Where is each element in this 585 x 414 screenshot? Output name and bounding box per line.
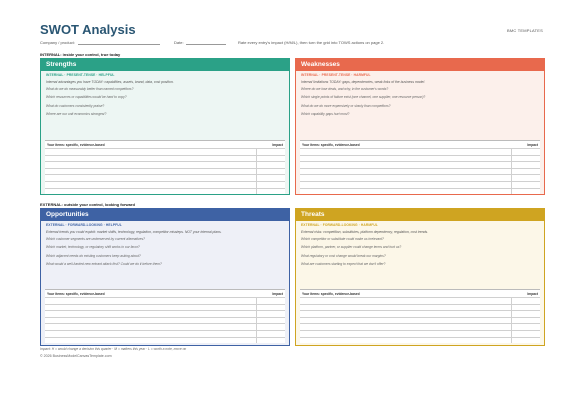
table-row[interactable] bbox=[45, 304, 285, 311]
strengths-tag: INTERNAL · PRESENT-TENSE · HELPFUL bbox=[46, 73, 115, 77]
strengths-title: Strengths bbox=[41, 59, 289, 71]
threats-prompts bbox=[296, 236, 544, 271]
table-row[interactable] bbox=[45, 181, 285, 188]
opportunities-table bbox=[45, 289, 285, 343]
table-row[interactable] bbox=[45, 155, 285, 162]
strengths-description: Internal advantages you have TODAY: capabilities, assets, brand, data, cost position. bbox=[46, 80, 174, 84]
items-column-header: Your items: specific, evidence-based bbox=[47, 143, 105, 147]
date-label: Date: bbox=[174, 40, 184, 45]
prompt-item: What would a well-funded new entrant attack first? Could we do it before them? bbox=[46, 262, 162, 267]
prompt-item: Which customer segments are underserved by current alternatives? bbox=[46, 236, 145, 241]
opportunities-tag: EXTERNAL · FORWARD-LOOKING · HELPFUL bbox=[46, 223, 122, 227]
weaknesses-title: Weaknesses bbox=[296, 59, 544, 71]
prompt-item: Which platform, partner, or supplier could change terms and hurt us? bbox=[301, 245, 402, 250]
prompt-item: Which capability gaps hurt most? bbox=[301, 112, 350, 117]
strengths-table bbox=[45, 140, 285, 194]
prompt-item: Which market, technology, or regulatory shift works in our favor? bbox=[46, 245, 140, 250]
table-row[interactable] bbox=[300, 337, 540, 344]
meta-row bbox=[40, 40, 545, 46]
table-row[interactable] bbox=[300, 323, 540, 330]
prompt-item: Where are our unit economics strongest? bbox=[46, 112, 107, 117]
copyright-text: © 2026 BusinessModelCanvasTemplate.com bbox=[40, 354, 112, 358]
table-header bbox=[45, 290, 285, 297]
table-row[interactable] bbox=[300, 304, 540, 311]
prompt-item: What do we do more expensively or slowly than competitors? bbox=[301, 103, 391, 108]
prompt-item: What regulatory or cost change would break our margins? bbox=[301, 253, 386, 258]
table-row[interactable] bbox=[300, 161, 540, 168]
strengths-prompts bbox=[41, 86, 289, 121]
threats-tag: EXTERNAL · FORWARD-LOOKING · HARMFUL bbox=[301, 223, 378, 227]
weaknesses-prompts bbox=[296, 86, 544, 121]
prompt-item: What are customers starting to expect that we don't offer? bbox=[301, 262, 386, 267]
items-column-header: Your items: specific, evidence-based bbox=[47, 292, 105, 296]
table-row[interactable] bbox=[300, 317, 540, 324]
prompt-item: Which competitor or substitute could make us irrelevant? bbox=[301, 236, 384, 241]
impact-column-header: Impact bbox=[272, 143, 283, 147]
impact-column-header: Impact bbox=[272, 292, 283, 296]
impact-footnote: Impact: H = would change a decision this quarter · M = matters this year · L = worth a note, move on bbox=[40, 347, 187, 351]
table-row[interactable] bbox=[45, 297, 285, 304]
table-row[interactable] bbox=[300, 188, 540, 195]
table-row[interactable] bbox=[45, 310, 285, 317]
table-row[interactable] bbox=[45, 148, 285, 155]
threats-quadrant bbox=[295, 208, 545, 346]
table-row[interactable] bbox=[300, 310, 540, 317]
prompt-item: What do customers consistently praise? bbox=[46, 103, 105, 108]
weaknesses-quadrant bbox=[295, 58, 545, 195]
prompt-item: Where do we lose deals, and why, in the customer's words? bbox=[301, 86, 389, 91]
internal-section-label: INTERNAL: inside your control, true today bbox=[40, 52, 121, 57]
table-row[interactable] bbox=[300, 297, 540, 304]
table-header bbox=[45, 141, 285, 148]
table-row[interactable] bbox=[45, 330, 285, 337]
page-title: SWOT Analysis bbox=[40, 22, 136, 37]
table-row[interactable] bbox=[45, 174, 285, 181]
table-row[interactable] bbox=[300, 168, 540, 175]
brand-label: BMC TEMPLATES bbox=[506, 28, 543, 33]
table-header bbox=[300, 290, 540, 297]
weaknesses-description: Internal limitations TODAY: gaps, dependencies, weak links of the business model. bbox=[301, 80, 426, 84]
table-row[interactable] bbox=[300, 181, 540, 188]
prompt-item: Which single points of failure exist (one channel, one supplier, one resource person)? bbox=[301, 95, 426, 100]
prompt-item: Which resources or capabilities would be hard to copy? bbox=[46, 95, 127, 100]
table-header bbox=[300, 141, 540, 148]
prompt-item: Which adjacent needs do existing customers keep asking about? bbox=[46, 253, 141, 258]
external-section-label: EXTERNAL: outside your control, looking forward bbox=[40, 202, 135, 207]
opportunities-title: Opportunities bbox=[41, 209, 289, 221]
table-row[interactable] bbox=[45, 168, 285, 175]
table-row[interactable] bbox=[300, 155, 540, 162]
table-row[interactable] bbox=[45, 323, 285, 330]
table-row[interactable] bbox=[300, 330, 540, 337]
items-column-header: Your items: specific, evidence-based bbox=[302, 143, 360, 147]
items-column-header: Your items: specific, evidence-based bbox=[302, 292, 360, 296]
table-row[interactable] bbox=[45, 337, 285, 344]
weaknesses-tag: INTERNAL · PRESENT-TENSE · HARMFUL bbox=[301, 73, 371, 77]
impact-column-header: Impact bbox=[527, 292, 538, 296]
opportunities-prompts bbox=[41, 236, 289, 271]
opportunities-description: External trends you could exploit: market shifts, technology, regulation, competitor missteps. NOT your internal plans. bbox=[46, 230, 222, 234]
table-row[interactable] bbox=[300, 174, 540, 181]
threats-description: External risks: competition, substitutes, platform dependency, regulation, cost trends. bbox=[301, 230, 429, 234]
instruction-text: Rate every entry's impact (H/M/L), then turn the grid into TOWS actions on page 2. bbox=[238, 40, 385, 45]
table-row[interactable] bbox=[45, 161, 285, 168]
prompt-item: What do we do measurably better than named competitors? bbox=[46, 86, 134, 91]
opportunities-quadrant bbox=[40, 208, 290, 346]
impact-column-header: Impact bbox=[527, 143, 538, 147]
company-label: Company / product: bbox=[40, 40, 75, 45]
weaknesses-table bbox=[300, 140, 540, 194]
strengths-quadrant bbox=[40, 58, 290, 195]
date-field[interactable] bbox=[186, 44, 226, 45]
threats-table bbox=[300, 289, 540, 343]
table-row[interactable] bbox=[300, 148, 540, 155]
table-row[interactable] bbox=[45, 188, 285, 195]
table-row[interactable] bbox=[45, 317, 285, 324]
threats-title: Threats bbox=[296, 209, 544, 221]
company-field[interactable] bbox=[78, 44, 160, 45]
